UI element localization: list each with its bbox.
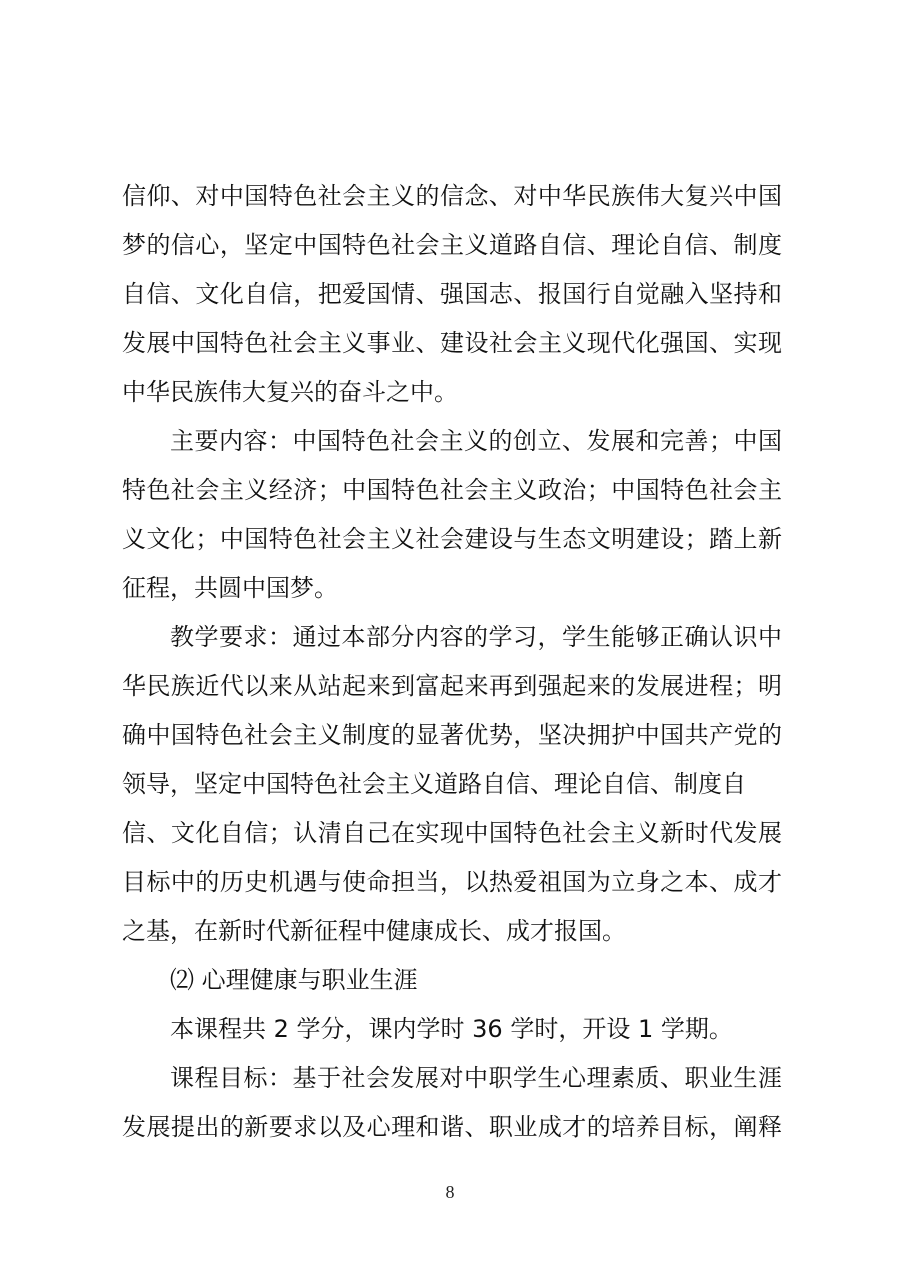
text-line: 信仰、对中国特色社会主义的信念、对中华民族伟大复兴中国 (122, 182, 782, 210)
text-line: 梦的信心，坚定中国特色社会主义道路自信、理论自信、制度 (122, 231, 782, 259)
paragraph-teaching-requirements: 教学要求：通过本部分内容的学习，学生能够正确认识中 (170, 623, 782, 651)
text-line: 目标中的历史机遇与使命担当，以热爱祖国为立身之本、成才 (122, 868, 782, 896)
course-credits-line: 本课程共 2 学分，课内学时 36 学时，开设 1 学期。 (170, 1015, 733, 1043)
text-line: 征程，共圆中国梦。 (122, 574, 338, 602)
text-line: 特色社会主义经济；中国特色社会主义政治；中国特色社会主 (122, 476, 782, 504)
paragraph-main-content: 主要内容：中国特色社会主义的创立、发展和完善；中国 (170, 427, 782, 455)
section-heading: ⑵ 心理健康与职业生涯 (170, 966, 418, 994)
text-line: 发展提出的新要求以及心理和谐、职业成才的培养目标，阐释 (122, 1113, 782, 1141)
text-line: 领导，坚定中国特色社会主义道路自信、理论自信、制度自 (122, 770, 746, 798)
text-line: 确中国特色社会主义制度的显著优势，坚决拥护中国共产党的 (122, 721, 782, 749)
text-line: 华民族近代以来从站起来到富起来再到强起来的发展进程；明 (122, 672, 782, 700)
text-line: 之基，在新时代新征程中健康成长、成才报国。 (122, 917, 626, 945)
paragraph-course-objectives: 课程目标：基于社会发展对中职学生心理素质、职业生涯 (170, 1064, 782, 1092)
text-line: 发展中国特色社会主义事业、建设社会主义现代化强国、实现 (122, 329, 782, 357)
text-line: 信、文化自信；认清自己在实现中国特色社会主义新时代发展 (122, 819, 782, 847)
text-line: 自信、文化自信，把爱国情、强国志、报国行自觉融入坚持和 (122, 280, 782, 308)
page-number: 8 (445, 1182, 455, 1202)
text-line: 义文化；中国特色社会主义社会建设与生态文明建设；踏上新 (122, 525, 782, 553)
text-line: 中华民族伟大复兴的奋斗之中。 (122, 378, 458, 406)
